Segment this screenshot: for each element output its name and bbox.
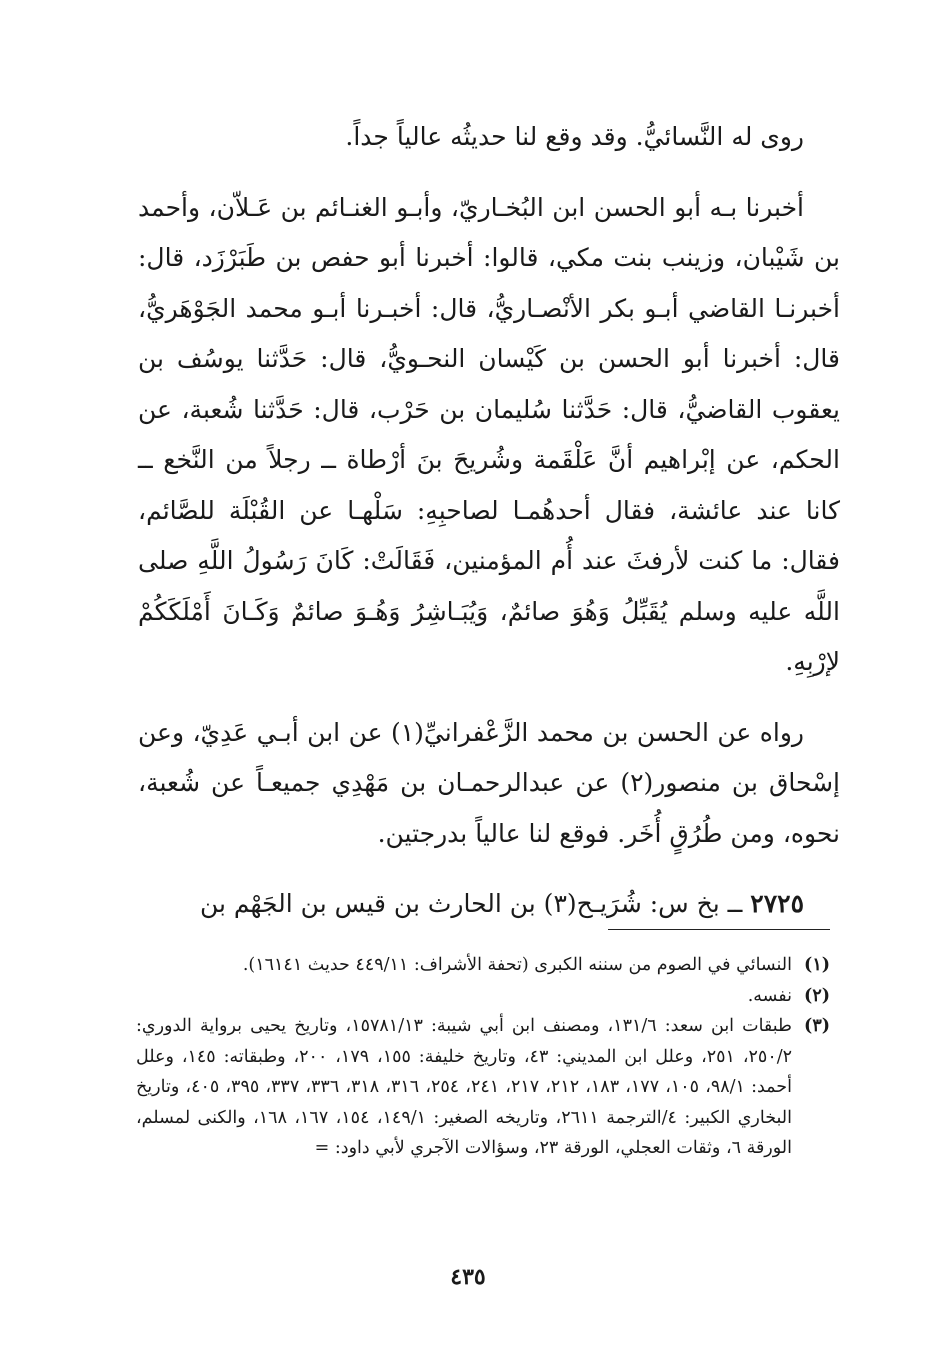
paragraph-1: روى له النَّسائيُّ. وقد وقع لنا حديثُه عالياً جداً. bbox=[345, 122, 804, 151]
footnote-mark: (٢) bbox=[804, 985, 830, 1006]
footnote-divider bbox=[608, 929, 830, 930]
footnote-text: نفسه. bbox=[747, 985, 792, 1006]
footnote-2 bbox=[136, 981, 830, 1012]
entry-text: ــ بخ س: شُرَيـح(٣) بن الحارث بن قيس بن الجَهْم بن bbox=[199, 889, 743, 918]
footnote-text: طبقات ابن سعد: ١٣١/٦، ومصنف ابن أبي شيبة: ١٥٧٨١/١٣، وتاريخ يحيى برواية الدوري: ٢٥٠/٢، ٢٥١، وعلل ابن المديني: ٤٣، وتاريخ خليفة: ١٥٥، ١٧٩، ٢٠٠، وطبقاته: ١٤٥، وعلل أحمد: ٩٨/١، ١٠٥، ١٧٧، ١٨٣، ٢١٢، ٢١٧، ٢٤١، ٢٥٤، ٣١٦، ٣١٨، ٣٣٦، ٣٣٧، ٣٩٥، ٤٠٥، وتاريخ البخاري الكبير: ٤/الترجمة ٢٦١١، وتاريخه الصغير: ١٤٩/١، ١٥٤، ١٦٧، ١٦٨، والكنى لمسلم، الورقة ٦، وثقات العجلي، الورقة ٢٣، وسؤالات الآجري لأبي داود: = bbox=[136, 1016, 793, 1158]
main-text bbox=[138, 112, 840, 930]
footnote-text: النسائي في الصوم من سننه الكبرى (تحفة الأشراف: ٤٤٩/١١ حديث ١٦١٤١). bbox=[242, 955, 792, 975]
paragraph-2: أخبرنا بـه أبو الحسن ابن البُخـاريّ، وأبـو الغنـائم بن عَـلاّن، وأحمد بن شَيْبان، وزينب بنت مكي، قالوا: أخبرنا أبو حفص بن طَبَرْزَد، قال: أخبرنـا القاضي أبـو بكر الأنْصـاريُّ، قال: أخبـرنا أبـو محمد الجَوْهَريُّ، قال: أخبرنا أبو الحسن بن كَيْسان النحـويُّ، قال: حَدَّثنا يوسُف بن يعقوب القاضيُّ، قال: حَدَّثنا سُليمان بن حَرْب، قال: حَدَّثنا شُعبة، عن الحكم، عن إبْراهيم أنَّ عَلْقَمة وشُريحَ بنَ أرْطاة ــ رجلاً من النَّخع ــ كانا عند عائشة، فقال أحدهُمـا لصاحبِهِ: سَلْهـا عن القُبْلَة للصَّائم، فقال: ما كنت لأرفثَ عند أُم المؤمنين، فَقَالَتْ: كَانَ رَسُولُ اللَّهِ صلى اللَّه عليه وسلم يُقَبِّلُ وَهُوَ صائمٌ، وَيُبَـاشِرُ وَهُـوَ صائمٌ وَكَـانَ أَمْلَكَكُمْ لإرْبِهِ. bbox=[138, 192, 840, 676]
footnote-1 bbox=[136, 950, 830, 981]
entry-number: ٢٧٢٥ bbox=[750, 889, 804, 918]
footnote-3 bbox=[136, 1011, 830, 1164]
footnote-mark: (٣) bbox=[804, 1016, 830, 1036]
page-number: ٤٣٥ bbox=[450, 1264, 486, 1290]
footnote-mark: (١) bbox=[804, 955, 830, 975]
entry-heading bbox=[138, 879, 840, 930]
paragraph-3: رواه عن الحسن بن محمد الزَّعْفرانيِّ(١) عن ابن أبـي عَدِيّ، وعن إسْحاق بن منصور(٢) عن عبدالرحمـان بن مَهْدِي جميعـاً عن شُعبة، نحوه، ومن طُرُقٍ أُخَر. فوقع لنا عالياً بدرجتين. bbox=[138, 717, 840, 848]
footnotes bbox=[136, 950, 830, 1164]
